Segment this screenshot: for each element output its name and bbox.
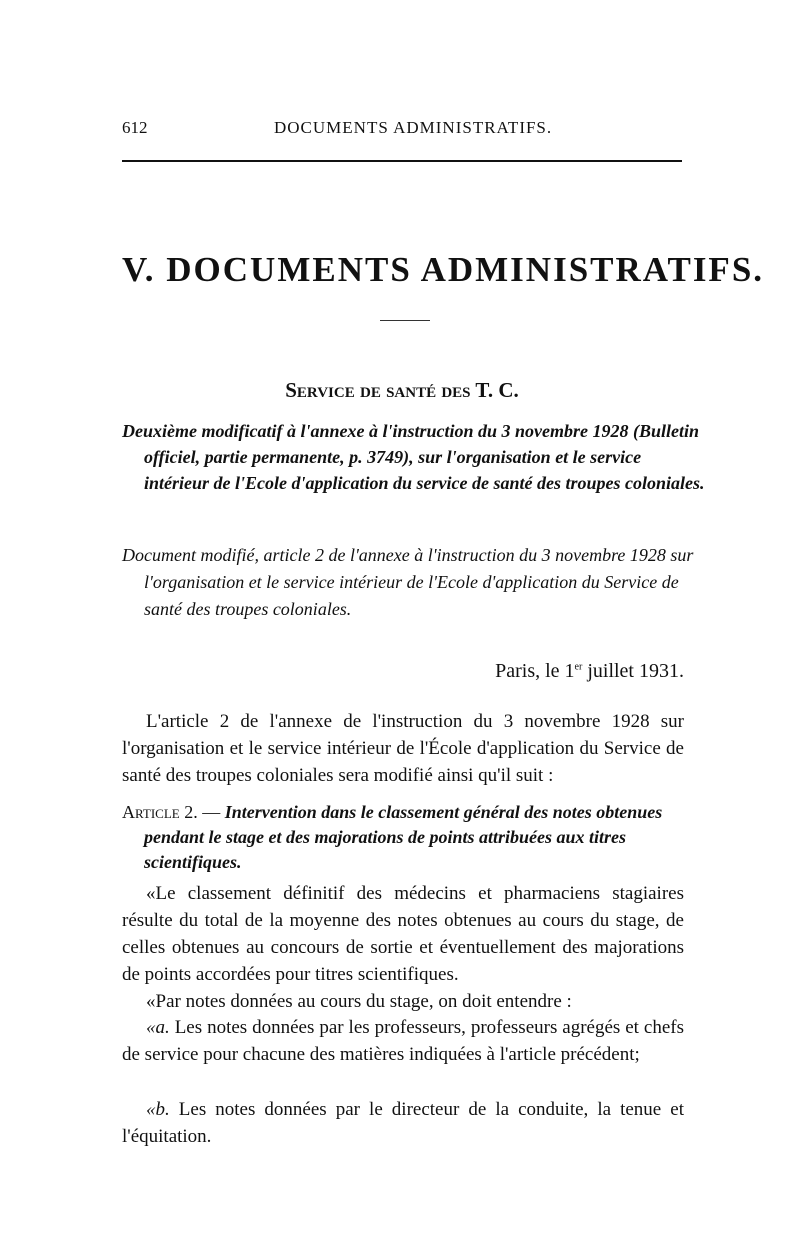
article-dash: — [197, 802, 225, 822]
dateline-suffix: juillet 1931. [582, 660, 684, 682]
par-notes-paragraph: «Par notes données au cours du stage, on doit entendre : [146, 991, 572, 1012]
item-b-marker: «b. [146, 1099, 170, 1120]
article-label: Article 2. [122, 802, 198, 822]
header-rule [122, 160, 682, 162]
main-title: V. DOCUMENTS ADMINISTRATIFS. [122, 250, 765, 289]
modificatif-paragraph: Deuxième modificatif à l'annexe à l'instruction du 3 novembre 1928 (Bulletin officiel, partie permanente, p. 3749), sur l'organisation et le service intérieur de l'Ecole d'application du service de santé des troupes coloniales. [122, 421, 705, 493]
article-heading [122, 800, 706, 875]
item-b-text: Les notes données par le directeur de la conduite, la tenue et l'équitation. [122, 1099, 684, 1147]
page-number: 612 [122, 118, 148, 137]
intro-paragraph: L'article 2 de l'annexe de l'instruction du 3 novembre 1928 sur l'organisation et le service intérieur de l'École d'application du Service de santé des troupes coloniales sera modifié ainsi qu'il suit : [122, 711, 684, 786]
article-title: Intervention dans le classement général des notes obtenues pendant le stage et des majorations de points attribuées aux titres scientifiques. [144, 802, 663, 872]
title-divider [380, 320, 430, 321]
document-modifie-paragraph: Document modifié, article 2 de l'annexe à l'instruction du 3 novembre 1928 sur l'organisation et le service intérieur de l'Ecole d'application du Service de santé des troupes coloniales. [122, 545, 694, 619]
item-a-marker: «a. [146, 1017, 170, 1038]
item-b-paragraph [122, 1096, 684, 1150]
dateline-prefix: Paris, le 1 [495, 660, 575, 682]
running-head [122, 118, 682, 142]
dateline [495, 660, 684, 683]
item-a-paragraph [122, 1014, 684, 1068]
dateline-superscript: er [574, 661, 583, 673]
item-a-text: Les notes données par les professeurs, professeurs agrégés et chefs de service pour chacune des matières indiquées à l'article précédent; [122, 1017, 684, 1065]
classement-paragraph: «Le classement définitif des médecins et pharmaciens stagiaires résulte du total de la moyenne des notes obtenues au cours du stage, de celles obtenues au concours de sortie et éventuellement des majorations de points accordées pour titres scientifiques. [122, 883, 684, 985]
section-heading: Service de santé des T. C. [285, 378, 519, 402]
running-head-title: DOCUMENTS ADMINISTRATIFS. [274, 118, 553, 137]
